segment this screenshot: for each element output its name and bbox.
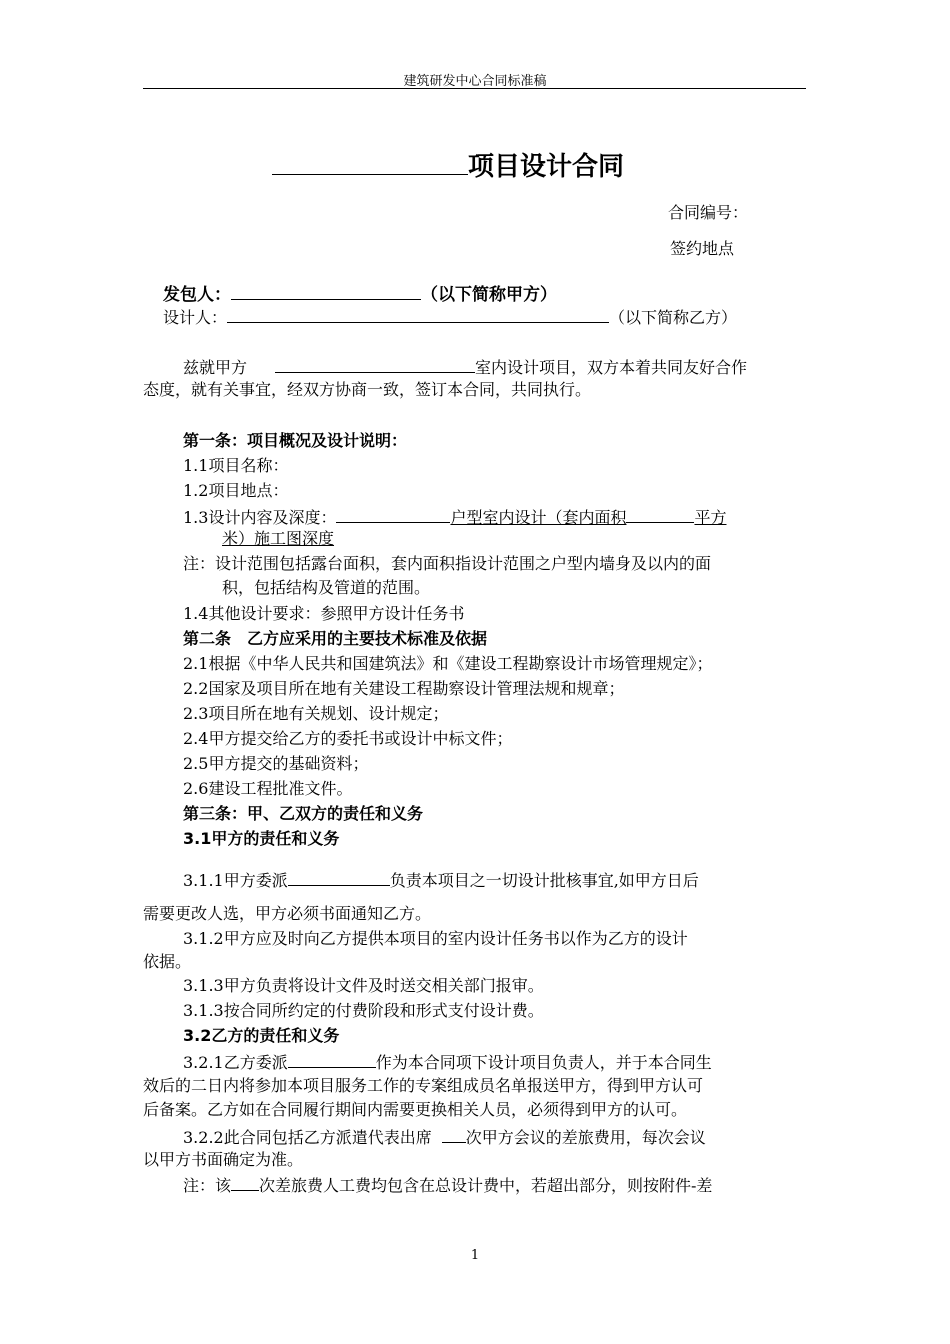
employer-blank (231, 282, 421, 300)
clause-text: 作为本合同项下设计项目负责人，并于本合同生 (375, 1053, 712, 1072)
item-2-2: 2.2国家及项目所在地有关建设工程勘察设计管理法规和规章； (183, 679, 625, 698)
item-2-1: 2.1根据《中华人民共和国建筑法》和《建设工程勘察设计市场管理规定》； (183, 654, 713, 673)
designer-line (163, 305, 737, 329)
designer-suffix: （以下简称乙方） (609, 308, 738, 327)
item-2-3: 2.3项目所在地有关规划、设计规定； (183, 704, 449, 723)
item-text: 1.3设计内容及深度： (183, 508, 337, 527)
clause-3-2-2 (183, 1125, 706, 1149)
trip-count-blank (231, 1173, 259, 1191)
clause-3-2-1-cont1: 效后的二日内将参加本项目服务工作的专案组成员名单报送甲方，得到甲方认可 (143, 1076, 704, 1095)
intro-line-1 (183, 355, 747, 379)
item-2-5: 2.5甲方提交的基础资料； (183, 754, 369, 773)
clause-text: 3.2.1乙方委派 (183, 1053, 288, 1072)
employer-suffix: （以下简称甲方） (421, 285, 557, 305)
clause-text: 3.2.2此合同包括乙方派遣代表出席 (183, 1128, 432, 1147)
clause-3-2-1 (183, 1050, 712, 1074)
clause-3-1-2: 3.1.2甲方应及时向乙方提供本项目的室内设计任务书以作为乙方的设计 (183, 929, 688, 948)
clause-text: 负责本项目之一切设计批核事宜,如甲方日后 (389, 871, 699, 890)
signing-place-label: 签约地点 (670, 239, 735, 258)
clause-3-1-3b: 3.1.3按合同所约定的付费阶段和形式支付设计费。 (183, 1001, 544, 1020)
note-1-cont: 积，包括结构及管道的范围。 (222, 578, 431, 597)
item-1-4: 1.4其他设计要求：参照甲方设计任务书 (183, 604, 465, 623)
section-3-1-heading: 3.1甲方的责任和义务 (183, 829, 340, 848)
note-3-2-2 (183, 1173, 712, 1197)
intro-text: 室内设计项目，双方本着共同友好合作 (475, 358, 748, 377)
clause-3-2-2-cont: 以甲方书面确定为准。 (143, 1150, 304, 1169)
article-3-heading: 第三条：甲、乙双方的责任和义务 (183, 804, 424, 823)
note-1: 注：设计范围包括露台面积，套内面积指设计范围之户型内墙身及以内的面 (183, 554, 712, 573)
delegate-blank (288, 868, 390, 886)
project-name-blank (272, 146, 468, 175)
employer-label: 发包人： (163, 285, 231, 305)
clause-3-1-3a: 3.1.3甲方负责将设计文件及时送交相关部门报审。 (183, 976, 544, 995)
document-title-text: 项目设计合同 (468, 152, 625, 182)
clause-3-2-1-cont2: 后备案。乙方如在合同履行期间内需要更换相关人员，必须得到甲方的认可。 (143, 1100, 688, 1119)
article-1-heading: 第一条：项目概况及设计说明： (183, 431, 408, 450)
item-text: 户型室内设计（套内面积 (450, 508, 627, 527)
item-text: 平方 (694, 508, 727, 527)
item-1-1: 1.1项目名称： (183, 456, 289, 475)
clause-3-1-1 (183, 868, 699, 892)
clause-3-1-1-cont: 需要更改人选，甲方必须书面通知乙方。 (143, 904, 432, 923)
clause-text: 3.1.1甲方委派 (183, 871, 288, 890)
header-divider (143, 88, 806, 89)
clause-3-1-2-cont: 依据。 (143, 952, 192, 971)
meeting-count-blank (442, 1125, 466, 1143)
article-2-heading: 第二条 乙方应采用的主要技术标准及依据 (183, 629, 488, 648)
section-3-2-heading: 3.2乙方的责任和义务 (183, 1026, 340, 1045)
designer-blank (227, 305, 609, 323)
contract-number-label: 合同编号： (668, 203, 749, 222)
project-blank (275, 355, 475, 373)
unit-type-blank (336, 505, 450, 523)
note-text: 次差旅费人工费均包含在总设计费中，若超出部分，则按附件-差 (259, 1176, 713, 1195)
employer-line (163, 282, 557, 306)
item-1-3-cont: 米）施工图深度 (222, 529, 335, 548)
document-title (272, 146, 624, 184)
project-lead-blank (288, 1050, 376, 1068)
item-1-2: 1.2项目地点： (183, 481, 289, 500)
running-header: 建筑研发中心合同标准稿 (403, 74, 547, 89)
designer-label: 设计人： (163, 308, 228, 327)
intro-text: 兹就甲方 (183, 358, 248, 377)
page-number: 1 (470, 1248, 480, 1263)
item-2-6: 2.6建设工程批准文件。 (183, 779, 353, 798)
note-text: 注：该 (183, 1176, 232, 1195)
clause-text: 次甲方会议的差旅费用，每次会议 (465, 1128, 706, 1147)
item-2-4: 2.4甲方提交给乙方的委托书或设计中标文件； (183, 729, 513, 748)
intro-line-2: 态度，就有关事宜，经双方协商一致，签订本合同，共同执行。 (143, 380, 592, 399)
item-1-3 (183, 505, 726, 529)
area-blank (626, 505, 694, 523)
